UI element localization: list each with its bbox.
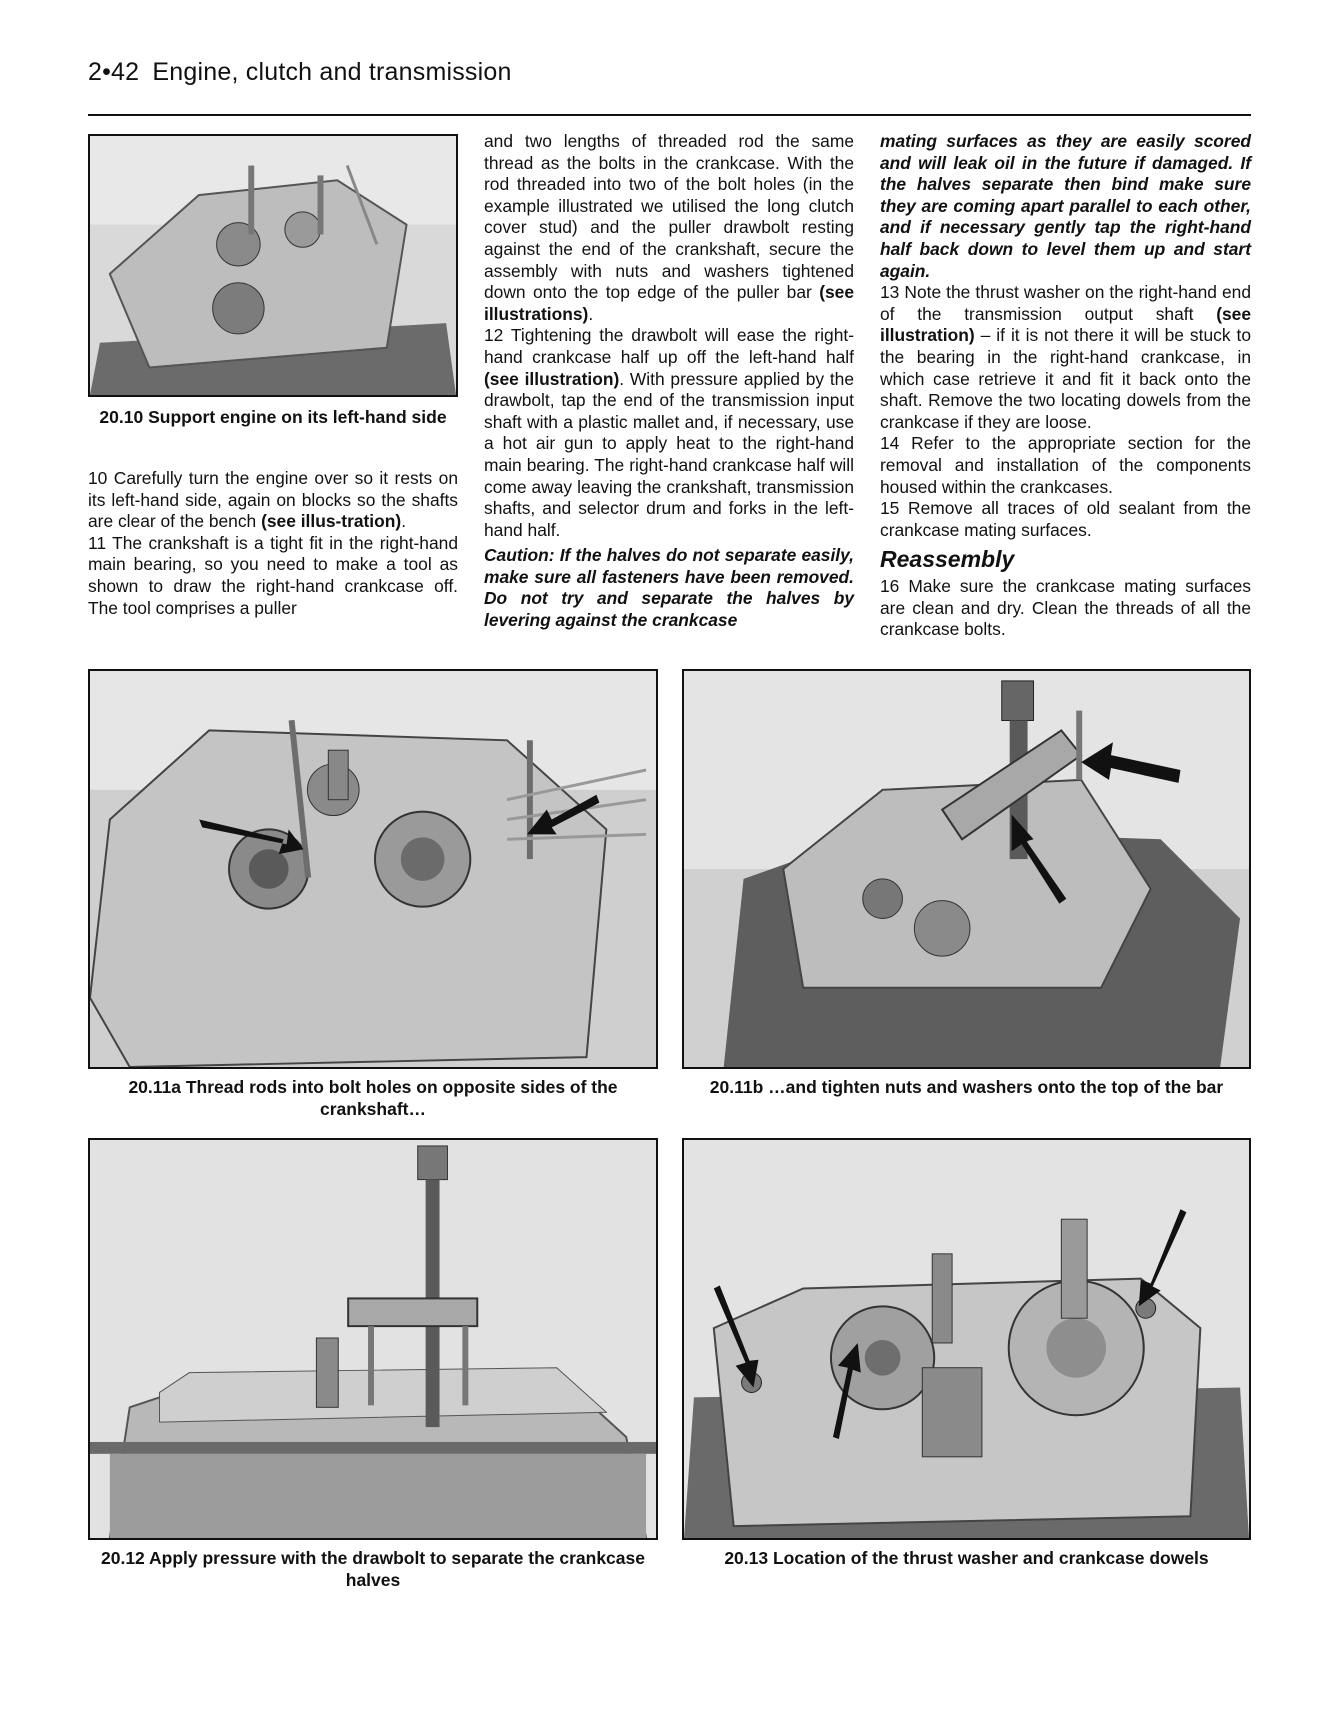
step-number-13: 13 bbox=[880, 282, 900, 303]
step-number-11: 11 bbox=[88, 532, 107, 553]
caption-20-13: 20.13 Location of the thrust washer and crankcase dowels bbox=[724, 1548, 1209, 1568]
caption-20-12: 20.12 Apply pressure with the drawbolt to separate the crankcase halves bbox=[101, 1548, 645, 1590]
step-number-15: 15 bbox=[880, 498, 900, 519]
paragraph-13: 13 Note the thrust washer on the right-hand end of the transmission output shaft (see illustration) – if it is not there it will be stuck to the bearing in the right-hand crankcase, in which case retrieve it and fit it back onto the shaft. Remove the two locating dowels from the crankcase if they are loose. bbox=[880, 282, 1251, 432]
text-column-1 bbox=[88, 468, 458, 619]
paragraph-14: 14 Refer to the appropriate section for the removal and installation of the components housed within the crankcases. bbox=[880, 433, 1251, 497]
paragraph-12: 12 Tightening the drawbolt will ease the right-hand crankcase half up off the left-hand half (see illustration). With pressure applied by the drawbolt, tap the end of the transmission input shaft with a plastic mallet and, if necessary, use a hot air gun to apply heat to the right-hand main bearing. The right-hand crankcase half will come away leaving the crankshaft, transmission shafts, and selector drum and forks in the left-hand half. bbox=[484, 325, 855, 540]
text-column-3 bbox=[880, 131, 1251, 641]
paragraph-11: 11 The crankshaft is a tight fit in the right-hand main bearing, so you need to make a tool as shown to draw the right-hand crankcase off. The tool comprises a puller bbox=[88, 532, 458, 618]
illustration-ref: (see illustration) bbox=[484, 368, 620, 389]
paragraph-11-continued: and two lengths of threaded rod the same thread as the bolts in the crankcase. With the rod threaded into two of the bolt holes (in the example illustrated we utilised the long clutch cover stud) and the puller drawbolt resting against the end of the crankshaft, secure the assembly with nuts and washers tightened down onto the top edge of the puller bar (see illustrations). bbox=[484, 131, 854, 324]
caution-note-continued: mating surfaces as they are easily scored and will leak oil in the future if damaged. If the halves separate then bind make sure they are coming apart parallel to each other, and if necessary gently tap the right-hand half back down to level them up and start again. bbox=[880, 131, 1251, 281]
caption-20-11a: 20.11a Thread rods into bolt holes on opposite sides of the crankshaft… bbox=[128, 1077, 618, 1119]
paragraph-16: 16 Make sure the crankcase mating surfaces are clean and dry. Clean the threads of all the crankcase bolts. bbox=[880, 576, 1251, 640]
step-number-10: 10 bbox=[88, 468, 108, 488]
illustration-ref: (see illustration) bbox=[880, 303, 1251, 346]
section-heading-reassembly: Reassembly bbox=[880, 546, 1015, 573]
photo-20-10 bbox=[88, 134, 458, 397]
photo-20-13 bbox=[682, 1138, 1251, 1540]
step-number-16: 16 bbox=[880, 576, 900, 597]
chapter-title: Engine, clutch and transmission bbox=[152, 58, 512, 86]
illustration-ref: (see illustrations) bbox=[484, 282, 854, 324]
paragraph-15: 15 Remove all traces of old sealant from the crankcase mating surfaces. bbox=[880, 498, 1251, 540]
step-number-14: 14 bbox=[880, 433, 900, 454]
caution-note: Caution: If the halves do not separate easily, make sure all fasteners have been removed. Do not try and separate the halves by levering against the crankcase bbox=[484, 545, 854, 631]
photo-20-11b bbox=[682, 669, 1251, 1069]
illustration-ref: (see illus-tration) bbox=[261, 511, 402, 532]
photo-20-11a bbox=[88, 669, 658, 1069]
caption-20-11b: 20.11b …and tighten nuts and washers onto the top of the bar bbox=[709, 1077, 1224, 1097]
page-header bbox=[88, 58, 512, 87]
paragraph-10: 10 Carefully turn the engine over so it rests on its left-hand side, again on blocks so the shafts are clear of the bench (see illus-tration). bbox=[88, 468, 458, 532]
text-column-2 bbox=[484, 131, 854, 632]
photo-20-12 bbox=[88, 1138, 658, 1540]
header-rule bbox=[88, 114, 1251, 116]
page-number: 2•42 bbox=[88, 58, 140, 86]
step-number-12: 12 bbox=[484, 325, 504, 346]
caption-20-10: 20.10 Support engine on its left-hand side bbox=[99, 407, 447, 427]
